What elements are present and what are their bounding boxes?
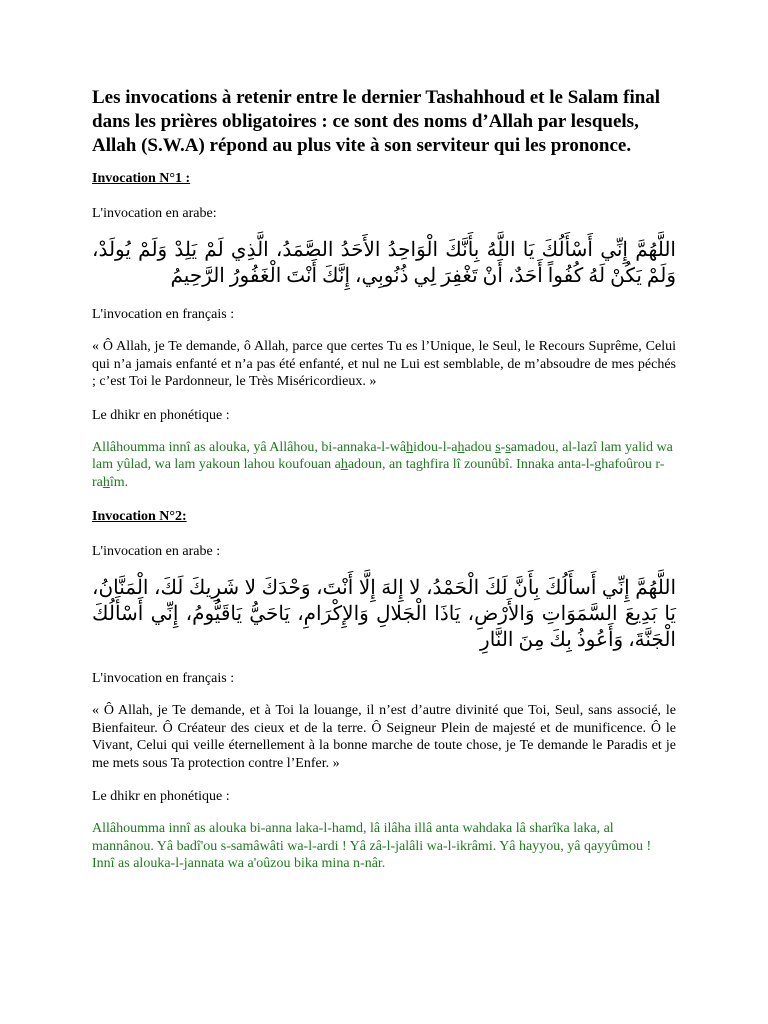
phonetic-underlined-letter: h xyxy=(406,439,414,455)
invocation-section-1 xyxy=(92,170,676,491)
phonetic-invocation: Allâhoumma innî as alouka bi-anna laka-l-hamd, lâ ilâha illâ anta wahdaka lâ sharîka laka, al mannânou. Yâ badî'ou s-samâwâti wa-l-ardi ! Yâ zâ-l-jalâli wa-l-ikrâmi. Yâ hayyou, yâ qayyûmou ! Innî as alouka-l-jannata wa a'oûzou bika mina n-nâr. xyxy=(92,821,652,871)
phonetic-label: Le dhikr en phonétique : xyxy=(92,407,230,423)
arabic-label: L'invocation en arabe: xyxy=(92,206,217,221)
phonetic-underlined-letter: s xyxy=(505,439,511,455)
invocation-heading: Invocation N°1 : xyxy=(92,171,191,186)
french-label: L'invocation en français : xyxy=(92,671,235,686)
phonetic-text-part: Allâhoumma innî as alouka, yâ Allâhou, bi-annaka-l-wâ xyxy=(92,439,407,455)
phonetic-text-part: adou xyxy=(464,439,496,455)
phonetic-underlined-letter: h xyxy=(340,457,348,472)
phonetic-text-part: idou-l-a xyxy=(413,439,458,455)
invocation-section-2 xyxy=(92,508,676,873)
french-invocation: « Ô Allah, je Te demande, ô Allah, parce que certes Tu es l’Unique, le Seul, le Recours Suprême, Celui qui n’a jamais enfanté et n’a pas été enfanté, et nul ne Lui est semblable, de m’absoudre de mes péchés ; c’est Toi le Pardonneur, le Très Miséricordieux. » xyxy=(92,339,676,389)
page-title: Les invocations à retenir entre le dernier Tashahhoud et le Salam final dans les prières obligatoires : ce sont des noms d’Allah par lesquels, Allah (S.W.A) répond au plus vite à son serviteur qui les prononce. xyxy=(92,87,661,156)
french-invocation: « Ô Allah, je Te demande, et à Toi la louange, il n’est d’autre divinité que Toi, Seul, sans associé, le Bienfaiteur. Ô Créateur des cieux et de la terre. Ô Seigneur Plein de majesté et de munificence. Ô le Vivant, Celui qui veille éternellement à la bonne marche de toute chose, je Te demande le Paradis et je me mets sous Ta protection contre l’Enfer. » xyxy=(92,703,676,771)
phonetic-text-part: adoun, an taghfira lî zounûbî. Innaka anta-l-ghafoûrou r-ra xyxy=(92,457,665,490)
phonetic-underlined-letter: s xyxy=(495,439,501,455)
phonetic-label: Le dhikr en phonétique : xyxy=(92,789,230,804)
arabic-label: L'invocation en arabe : xyxy=(92,544,221,559)
phonetic-underlined-letter: h xyxy=(457,439,465,455)
phonetic-text-part: - xyxy=(500,439,506,455)
document-page xyxy=(92,86,676,890)
phonetic-text-part: amadou, al-lazî lam yalid wa lam yûlad, wa lam yakoun lahou koufouan a xyxy=(92,439,673,472)
arabic-invocation: اللَّهُمَّ إِنِّي أَسأَلُكَ بِأَنَّ لَكَ الْحَمْدُ، لا إِلهَ إِلَّا أَنْتَ، وَحْدَكَ لا شَرِيكَ لَكَ، الْمَنَّانُ، يَا بَدِيعَ السَّمَوَاتِ وَالأَرْضِ، يَاذَا الْجَلالِ وَالإِكْرَامِ، يَاحَيُّ يَاقَيُّومُ، إِنِّي أَسْأَلُكَ الْجَنَّةَ، وَأَعُوذُ بِكَ مِنَ النَّارِ xyxy=(92,577,676,651)
phonetic-underlined-letter: h xyxy=(102,474,110,490)
french-label: L'invocation en français : xyxy=(92,307,235,322)
phonetic-invocation xyxy=(92,439,676,492)
arabic-invocation: اللَّهُمَّ إِنِّي أَسْأَلُكَ يَا اللَّهُ بِأَنَّكَ الْوَاحِدُ الأَحَدُ الصَّمَدُ، الَّذِي لَمْ يَلِدْ وَلَمْ يُولَدْ، وَلَمْ يَكُنْ لَهُ كُفُواً أَحَدٌ، أَنْ تَغْفِرَ لِي ذُنُوبِي، إِنَّكَ أَنْتَ الْغَفُورُ الرَّحِيمُ xyxy=(92,239,676,287)
phonetic-text-part: îm. xyxy=(109,474,129,490)
invocation-heading: Invocation N°2: xyxy=(92,509,187,524)
